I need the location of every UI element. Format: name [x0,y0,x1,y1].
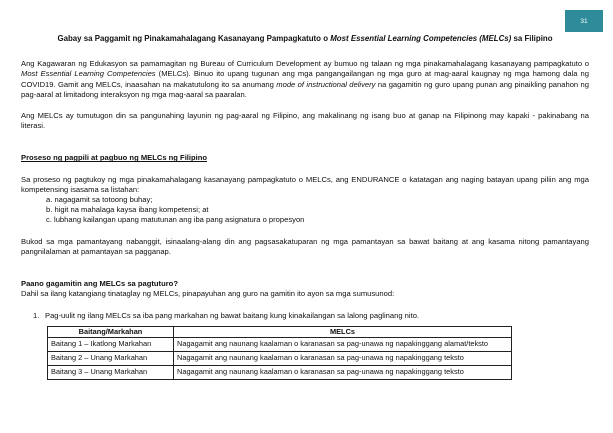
criteria-item: b. higit na mahalaga kaysa ibang kompetensi; at [46,205,209,215]
table-cell: Baitang 2 – Unang Markahan [48,351,174,365]
criteria-item: a. nagagamit sa totoong buhay; [46,195,153,205]
table-cell: Baitang 1 – Ikatlong Markahan [48,337,174,351]
bukod-paragraph: Bukod sa mga pamantayang nabanggit, isinaalang-alang din ang pagsasakatuparan ng mga pamantayan sa bawat baitang at ang kasama nitong pamantayang pangnilalaman at pamantayan sa pagganap. [21,236,589,256]
table-header-row [48,326,512,337]
intro-paragraph: Ang Kagawaran ng Edukasyon sa pamamagitan ng Bureau of Curriculum Development ay bumuo ng talaan ng mga pinakamahalagang kasanayang pampagkatuto o Most Essential Learning Competencies (MELCs). Binuo ito upang tugunan ang mga pangangailangan ng mga guro at mag-aaral kaugnay ng mga hamong dala ng COVID19. Gamit ang MELCs, inaasahan na makatutulong ito sa anumang mode of instructional delivery na gagamitin ng guro upang punan ang pinaikling panahon ng pag-aaral at limitadong interaksyon ng mga mag-aaral sa paaralan. [21,59,589,99]
numbered-item [21,311,589,321]
melcs-table [47,326,512,380]
page-number-badge [565,10,603,32]
item-number: 1. [33,311,40,321]
table-cell: Nagagamit ang naunang kaalaman o karanasan sa pag-unawa ng napakinggang alamat/teksto [174,337,512,351]
proseso-paragraph: Sa proseso ng pagtukoy ng mga pinakamahalagang kasanayang pampagkatuto o MELCs, ang ENDURANCE o katatagan ang naging batayan upang piliin ang mga kompetensing isasama sa listahan: [21,174,589,194]
criteria-list [21,195,589,226]
page-title: Gabay sa Paggamit ng Pinakamahalagang Kasanayang Pampagkatuto o Most Essential Learning Competencies (MELCs) sa Filipino [57,34,553,43]
column-header: Baitang/Markahan [48,326,174,337]
section-heading-paano: Paano gagamitin ang MELCs sa pagtuturo? [21,279,178,289]
table-cell: Nagagamit ang naunang kaalaman o karanasan sa pag-unawa ng napakinggang teksto [174,365,512,379]
objective-paragraph: Ang MELCs ay tumutugon din sa pangunahing layunin ng pag-aaral ng Filipino, ang makalinang ng isang buo at ganap na Filipinong may kapaki - pakinabang na literasi. [21,111,589,131]
document-body [21,34,589,380]
paano-paragraph: Dahil sa ilang katangiang tinataglay ng MELCs, pinapayuhan ang guro na gamitin ito ayon sa mga sumusunod: [21,289,395,299]
page-number: 31 [580,17,588,25]
criteria-item: c. lubhang kailangan upang matutunan ang iba pang asignatura o propesyon [46,215,305,225]
section-heading-proseso: Proseso ng pagpili at pagbuo ng MELCs ng Filipino [21,153,208,163]
table-row [48,365,512,379]
table-cell: Nagagamit ang naunang kaalaman o karanasan sa pag-unawa ng napakinggang teksto [174,351,512,365]
table-cell: Baitang 3 – Unang Markahan [48,365,174,379]
column-header: MELCs [174,326,512,337]
item-text: Pag-uulit ng ilang MELCs sa iba pang markahan ng bawat baitang kung kinakailangan sa lalong paglinang nito. [45,311,420,321]
table-row [48,351,512,365]
table-row [48,337,512,351]
